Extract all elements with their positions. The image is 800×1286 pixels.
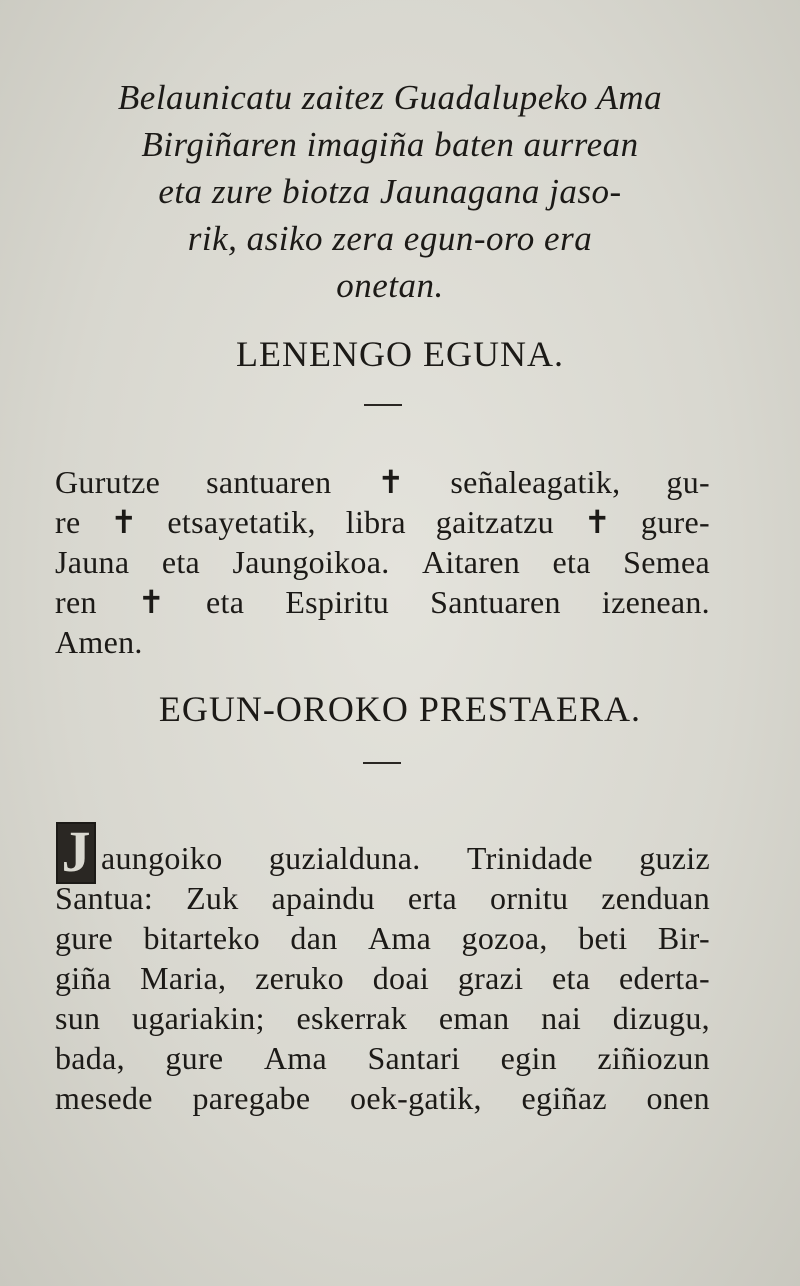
word: aungoiko: [101, 840, 223, 876]
word: giña: [55, 960, 112, 996]
word: eta: [206, 584, 245, 620]
word: Ama: [367, 920, 432, 956]
text-line: [55, 998, 710, 1038]
word: bitarteko: [143, 920, 260, 956]
word: Espiritu: [285, 584, 390, 620]
word: ✝: [377, 464, 405, 500]
word: dan: [290, 920, 338, 956]
section-heading-daily-preparation: EGUN-OROKO PRESTAERA.: [158, 689, 642, 729]
text-line: [55, 1038, 710, 1078]
word: eta: [552, 960, 591, 996]
text-line: [55, 582, 710, 622]
word: nai: [541, 1000, 582, 1036]
word: Santari: [367, 1040, 461, 1076]
word: Zuk: [186, 880, 239, 916]
word: gaitzatzu: [435, 504, 554, 540]
word: doai: [372, 960, 430, 996]
word: egiñaz: [521, 1080, 607, 1116]
intro-line: Belaunicatu zaitez Guadalupeko Ama: [117, 78, 663, 117]
word: zenduan: [601, 880, 710, 916]
divider-rule: [363, 762, 401, 764]
word: gozoa,: [461, 920, 548, 956]
word: Aitaren: [421, 544, 521, 580]
word: Bir-: [657, 920, 710, 956]
word: paregabe: [192, 1080, 311, 1116]
word: izenean.: [601, 584, 710, 620]
word: eta: [161, 544, 201, 580]
word: eman: [438, 1000, 510, 1036]
word: ✝: [583, 504, 612, 540]
divider-rule: [364, 404, 402, 406]
word: Gurutze: [55, 464, 161, 500]
word: gure-: [640, 504, 710, 540]
word: grazi: [457, 960, 524, 996]
word: bada,: [55, 1040, 125, 1076]
word: ✝: [110, 504, 138, 540]
word: eskerrak: [296, 1000, 408, 1036]
word: ugariakin;: [132, 1000, 265, 1036]
word: ziñiozun: [597, 1040, 710, 1076]
word: onen: [646, 1080, 710, 1116]
word: gure: [165, 1040, 224, 1076]
word: re: [55, 504, 81, 540]
word: zeruko: [255, 960, 344, 996]
word: dizugu,: [612, 1000, 710, 1036]
word: Semea: [623, 544, 710, 580]
word: ederta-: [619, 960, 710, 996]
intro-line: onetan.: [336, 266, 444, 305]
word: santuaren: [206, 464, 332, 500]
word: apaindu: [271, 880, 375, 916]
intro-line: Birgiñaren imagiña baten aurrean: [141, 125, 639, 164]
paragraph-sign-of-cross: [55, 462, 710, 662]
drop-cap-letter: J: [56, 822, 96, 884]
word: Trinidade: [466, 840, 593, 876]
word: eta: [552, 544, 591, 580]
text-line: [55, 502, 710, 542]
word: Jaungoikoa.: [232, 544, 390, 580]
intro-instruction: [60, 74, 720, 309]
intro-line: rik, asiko zera egun-oro era: [187, 219, 593, 258]
text-line: [55, 1078, 710, 1118]
paragraph-preparation-prayer: [55, 838, 710, 1118]
text-line: [55, 958, 710, 998]
word: ✝: [137, 584, 165, 620]
word: mesede: [55, 1080, 153, 1116]
word: guziz: [639, 840, 710, 876]
word: gure: [55, 920, 114, 956]
word: erta: [407, 880, 458, 916]
word: etsayetatik,: [167, 504, 316, 540]
text-line: [55, 542, 710, 582]
word: libra: [345, 504, 406, 540]
word: sun: [55, 1000, 101, 1036]
word: oek-gatik,: [350, 1080, 482, 1116]
text-line: Amen.: [55, 624, 143, 660]
word: ornitu: [490, 880, 569, 916]
text-line: [55, 838, 710, 878]
word: beti: [578, 920, 628, 956]
text-line: [55, 918, 710, 958]
word: gu-: [666, 464, 710, 500]
text-line: [55, 878, 710, 918]
word: Santuaren: [430, 584, 561, 620]
word: Maria,: [140, 960, 227, 996]
text-line: [55, 462, 710, 502]
word: Santua:: [55, 880, 154, 916]
word: ren: [55, 584, 97, 620]
word: señaleagatik,: [450, 464, 621, 500]
word: Jauna: [55, 544, 130, 580]
word: egin: [500, 1040, 557, 1076]
word: Ama: [263, 1040, 327, 1076]
section-heading-first-day: LENENGO EGUNA.: [236, 334, 564, 374]
word: guzialduna.: [268, 840, 421, 876]
intro-line: eta zure biotza Jaunagana jaso-: [158, 172, 622, 211]
